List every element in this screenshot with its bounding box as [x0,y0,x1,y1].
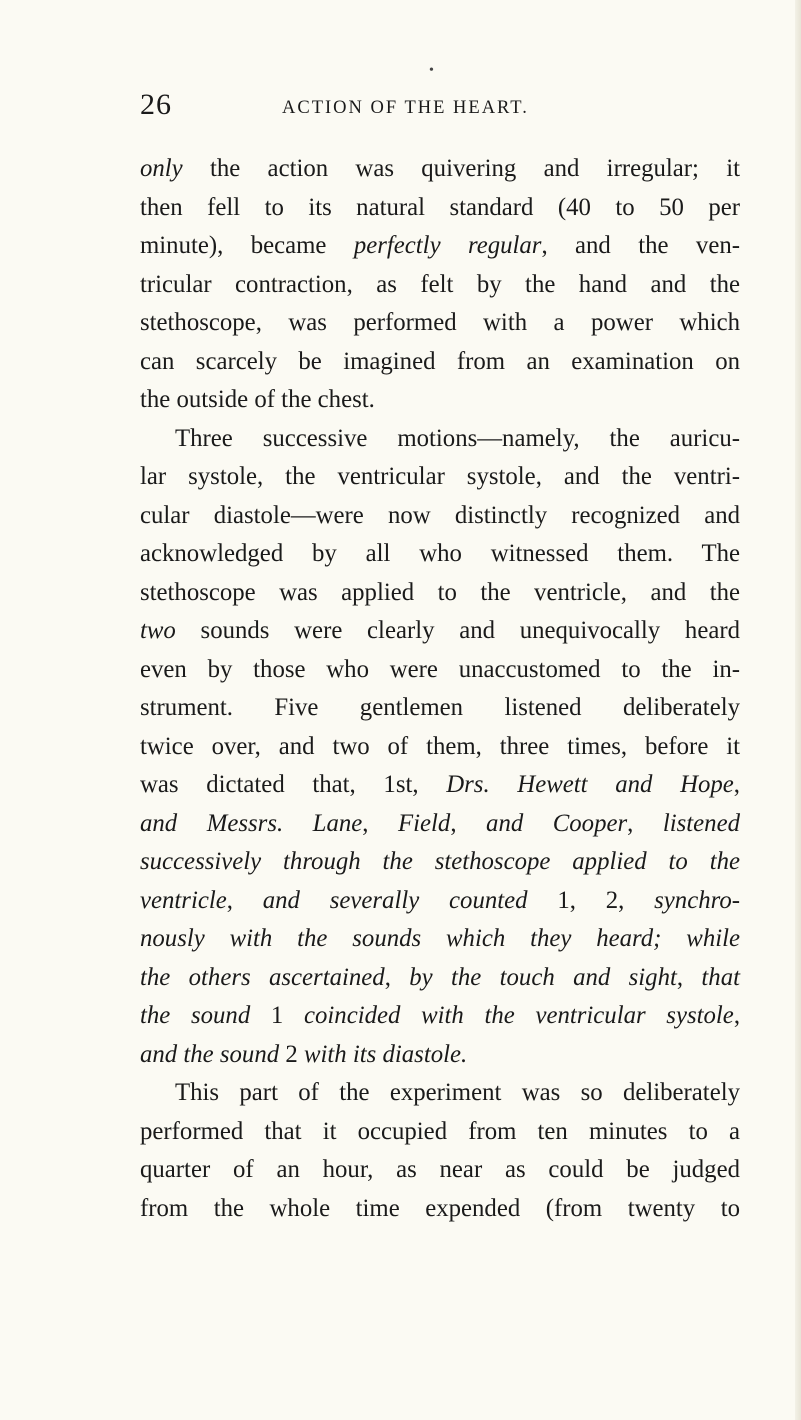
text-span: performed that it occupied from ten minutes to a [140,1117,740,1145]
text-line [140,1190,740,1229]
italic-text: successively through the stethoscope applied to the [140,848,740,875]
text-line [140,420,740,459]
text-line [140,1074,740,1113]
text-span: can scarcely be imagined from an examination on [140,347,740,375]
text-line [140,651,740,690]
italic-text: perfectly regular [353,232,542,259]
text-line [140,497,740,536]
body-text [140,150,740,1228]
text-line [140,1113,740,1152]
italic-text: listened [662,809,740,837]
text-line [140,266,740,305]
text-line [140,1036,740,1075]
italic-text: and Messrs. Lane [140,809,363,837]
text-line [140,959,740,998]
text-span: , [450,809,487,837]
text-line [140,574,740,613]
text-span: sounds were clearly and unequivocally heard [175,617,740,644]
text-span: cular diastole—were now distinctly recognized and [140,501,740,529]
page-number: 26 [140,88,172,121]
italic-text: and severally counted [262,886,528,914]
italic-text: Field [397,809,451,837]
text-span: was dictated that, 1st, [140,771,447,798]
text-line [140,343,740,382]
italic-text: the sound [140,1002,251,1029]
italic-text: synchro- [654,886,740,914]
text-line [140,689,740,728]
text-line [140,997,740,1036]
text-span: twice over, and two of them, three times, before it [140,732,740,760]
text-line [140,381,740,420]
text-line [140,612,740,651]
text-span: the action was quivering and irregular; it [182,155,740,182]
italic-text: by the touch and sight [409,963,677,991]
text-span: , [384,963,410,991]
text-span: , [733,771,740,798]
italic-text: and the sound [140,1040,280,1068]
text-span: then fell to its natural standard (40 to 50 per [140,193,740,221]
text-span: , [226,886,263,914]
page-edge [795,0,801,1420]
text-line [140,227,740,266]
italic-text: nously with the sounds which they heard; while [140,925,740,952]
text-line [140,189,740,228]
running-title: ACTION OF THE HEART. [282,98,529,118]
text-span: stethoscope, was performed with a power which [140,309,740,336]
text-line [140,882,740,921]
print-mark: • [429,63,434,78]
text-span: strument. Five gentlemen listened deliberately [140,694,740,721]
text-line [140,920,740,959]
text-line [140,1151,740,1190]
text-line [140,150,740,189]
text-span: the outside of the chest. [140,386,375,413]
text-span: , [627,809,663,837]
italic-text: only [140,155,183,182]
running-header [140,86,740,126]
text-span: lar systole, the ventricular systole, and the ventri- [140,463,740,490]
italic-text: Drs. Hewett and Hope [446,771,734,798]
text-span: This part of the experiment was so deliberately [175,1079,740,1106]
text-line [140,728,740,767]
italic-text: the others ascertained [140,963,385,991]
text-line [140,458,740,497]
text-span: from the whole time expended (from twenty to [140,1194,740,1222]
text-span: tricular contraction, as felt by the hand and the [140,270,740,298]
text-span: 1 [250,1002,304,1029]
italic-text: coincided with the ventricular systole [304,1002,734,1029]
text-line [140,805,740,844]
text-span: , [362,809,398,837]
text-span: Three successive motions—namely, the auricu- [175,424,740,452]
text-span: 2 [279,1040,304,1068]
text-span: , and the ven- [541,232,740,259]
italic-text: two [140,617,176,644]
text-span: minute), became [140,232,354,259]
italic-text: that [701,963,740,991]
text-span: stethoscope was applied to the ventricle, and the [140,578,740,606]
text-line [140,535,740,574]
text-line [140,766,740,805]
text-line [140,304,740,343]
text-span: 1, 2, [527,886,655,914]
text-span: quarter of an hour, as near as could be judged [140,1156,740,1183]
text-line [140,843,740,882]
text-span: , [676,963,702,991]
italic-text: and Cooper [486,809,628,837]
text-span: , [733,1002,741,1029]
italic-text: ventricle [140,886,227,914]
italic-text: with its diastole. [303,1040,468,1068]
text-span: even by those who were unaccustomed to the in- [140,655,740,683]
text-span: acknowledged by all who witnessed them. The [140,540,740,567]
